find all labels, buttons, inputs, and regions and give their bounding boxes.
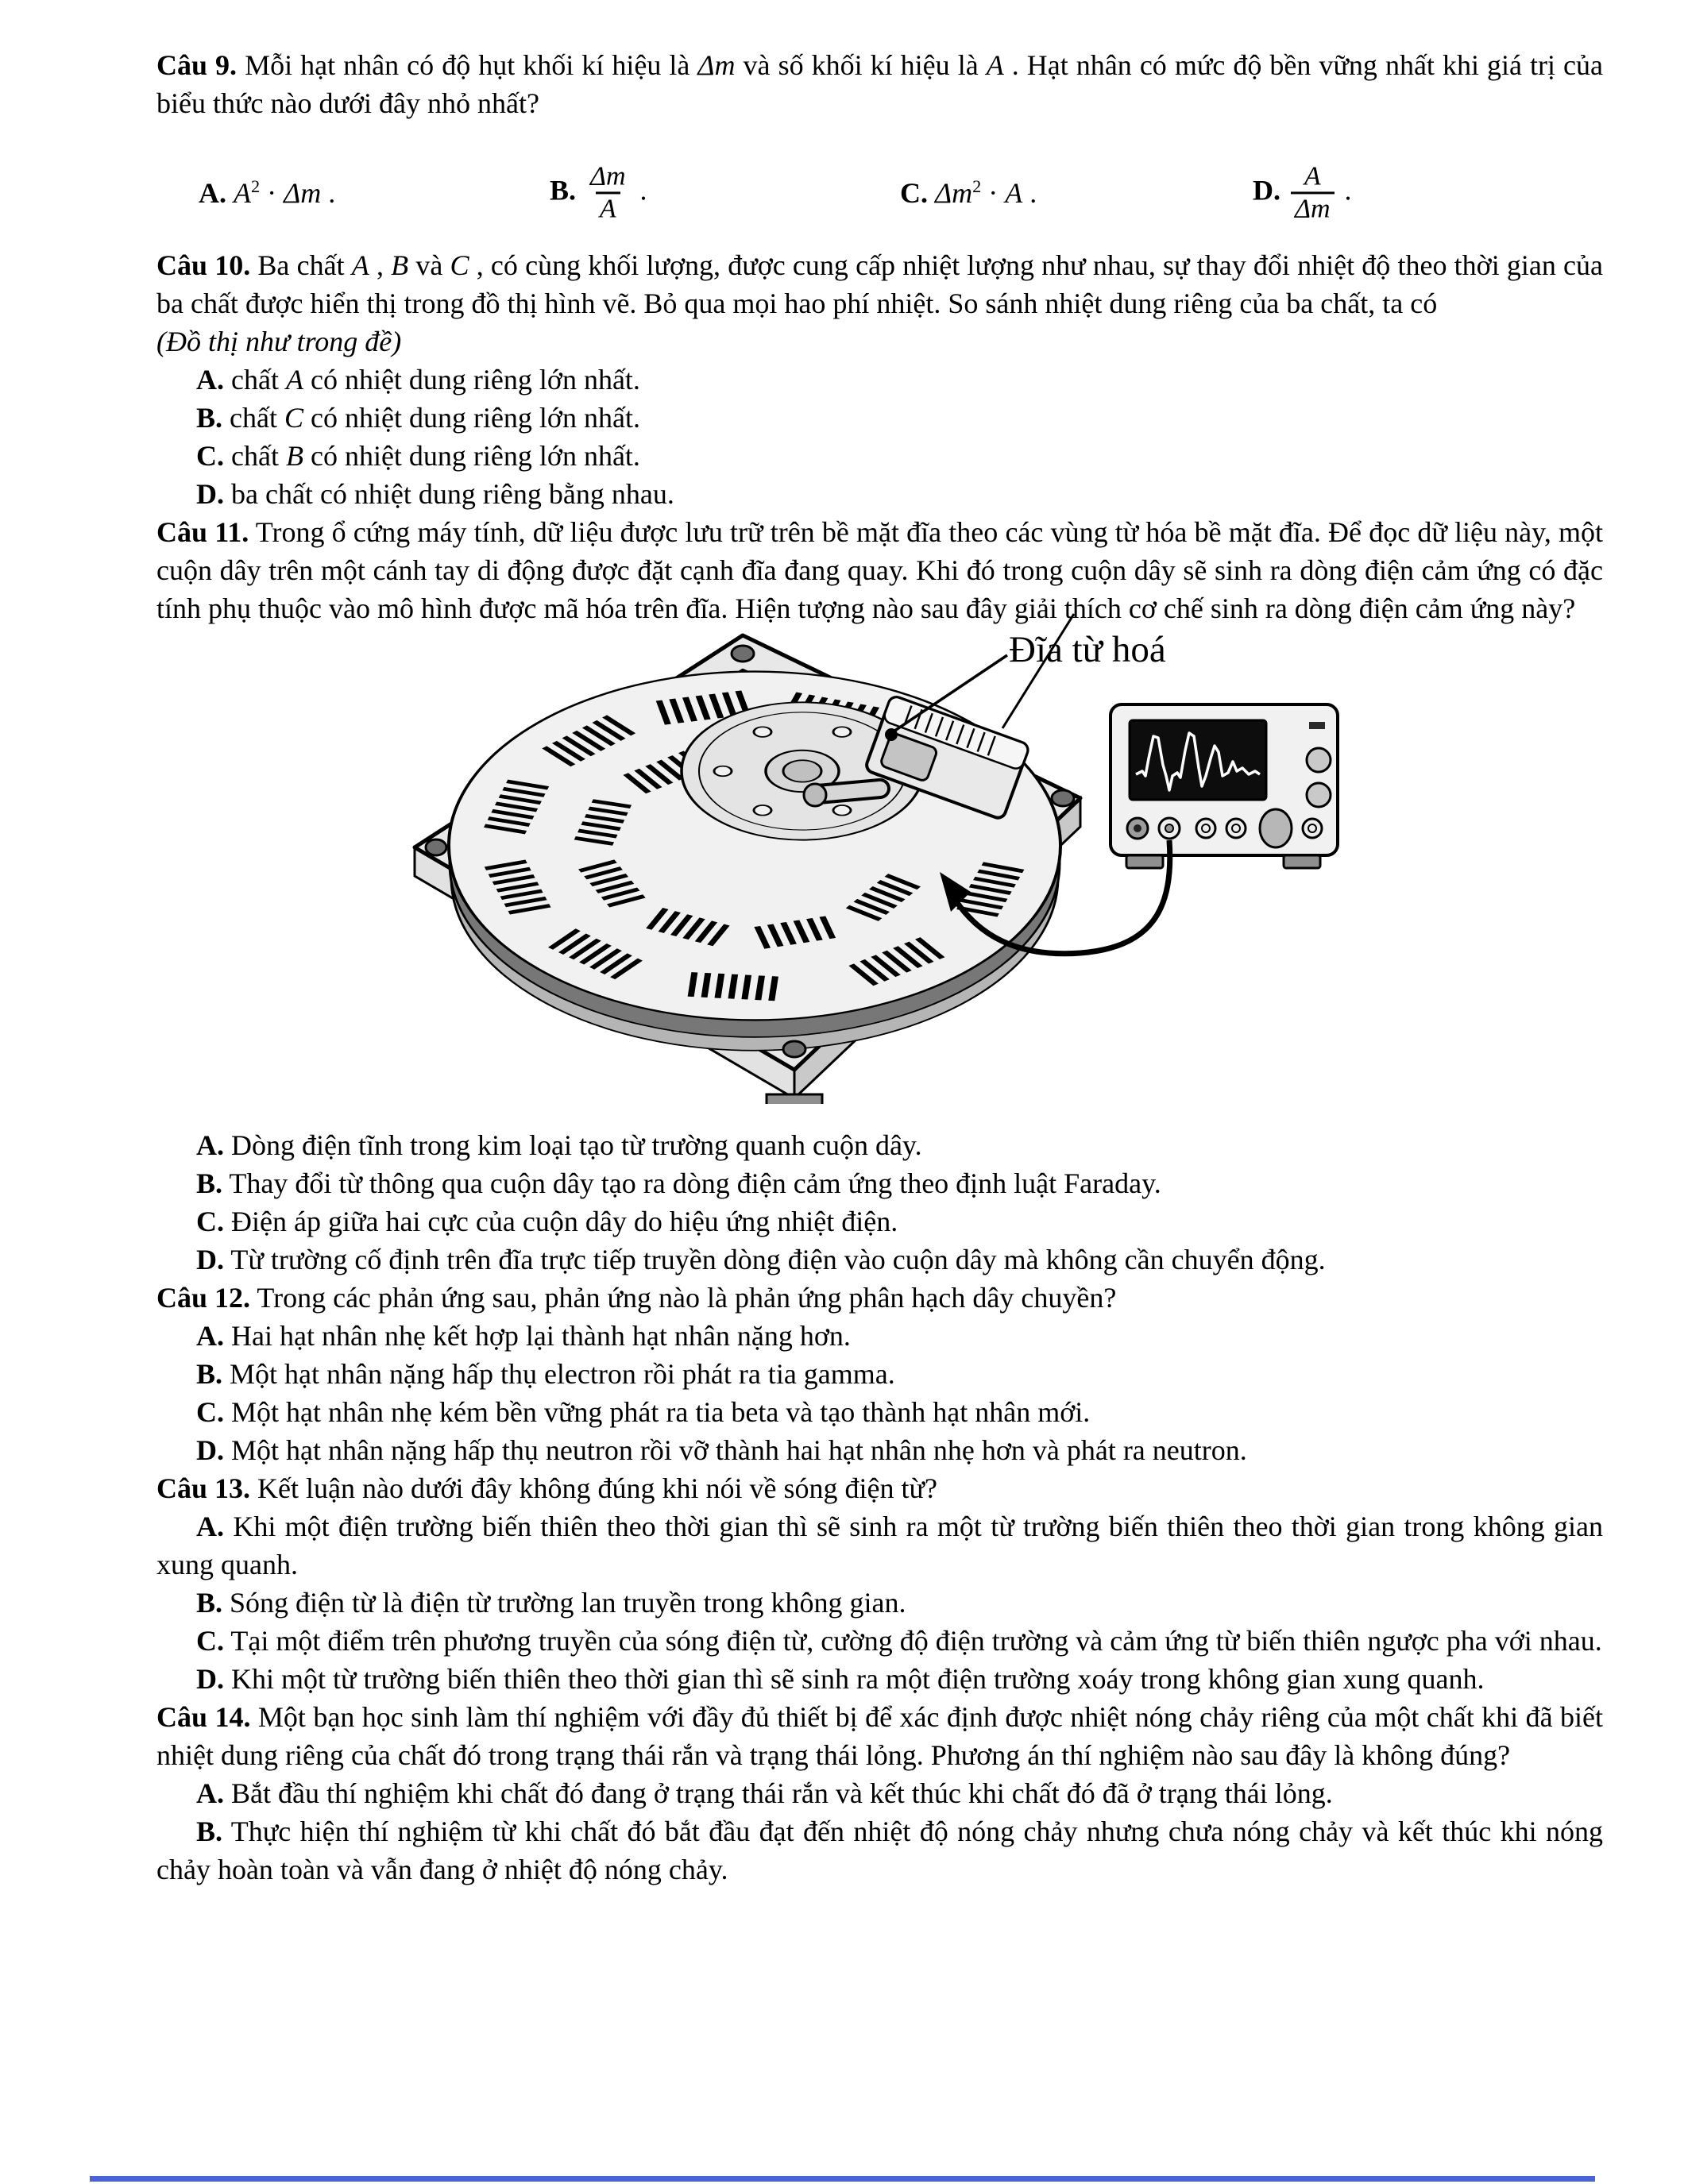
question-13-option-d xyxy=(156,1660,1603,1698)
input-connector[interactable] xyxy=(1196,819,1215,838)
option-letter: D. xyxy=(196,1663,224,1695)
text-segment: 2 xyxy=(251,176,261,196)
option-letter: A. xyxy=(196,1320,224,1352)
question-10-option-d xyxy=(156,475,1603,513)
option-tail: . xyxy=(1337,174,1352,206)
option-letter: D. xyxy=(196,1434,224,1466)
hdd-illustration xyxy=(222,612,1350,1104)
question-9-option-a xyxy=(199,174,335,212)
text-segment: và số khối kí hiệu là xyxy=(735,49,987,81)
question-11-text xyxy=(156,513,1603,627)
text-segment: . xyxy=(321,177,336,209)
option-text xyxy=(231,1396,1090,1428)
text-segment: ba chất có nhiệt dung riêng bằng nhau. xyxy=(231,478,674,510)
option-letter: C. xyxy=(196,1206,224,1237)
question-9-option-d xyxy=(1253,161,1352,224)
option-text xyxy=(231,440,640,472)
text-segment: Bắt đầu thí nghiệm khi chất đó đang ở trạng thái rắn và kết thúc khi chất đó đã ở trạng thái lỏng. xyxy=(231,1777,1333,1809)
question-10-body xyxy=(156,249,1603,319)
option-text xyxy=(156,1511,1603,1580)
text-segment: Từ trường cố định trên đĩa trực tiếp truyền dòng điện vào cuộn dây mà không cần chuyển động. xyxy=(230,1244,1326,1275)
text-segment: Kết luận nào dưới đây không đúng khi nói về sóng điện từ? xyxy=(257,1472,937,1504)
text-segment: Mỗi hạt nhân có độ hụt khối kí hiệu là xyxy=(245,49,698,81)
option-text xyxy=(231,1434,1247,1466)
text-segment: Dòng điện tĩnh trong kim loại tạo từ trường quanh cuộn dây. xyxy=(231,1129,922,1161)
question-11-body xyxy=(156,516,1603,624)
option-a-formula xyxy=(234,177,335,209)
text-segment: Điện áp giữa hai cực của cuộn dây do hiệu ứng nhiệt điện. xyxy=(231,1206,898,1237)
question-13-option-c xyxy=(156,1622,1603,1660)
option-letter: C. xyxy=(196,1396,224,1428)
text-segment: Một hạt nhân nặng hấp thụ neutron rồi vỡ thành hai hạt nhân nhẹ hơn và phát ra neutron. xyxy=(231,1434,1247,1466)
question-14-body xyxy=(156,1701,1603,1771)
question-10-number: Câu 10. xyxy=(156,249,251,281)
question-12-option-a xyxy=(156,1317,1603,1355)
question-11-option-a xyxy=(156,1126,1603,1164)
question-11-option-b xyxy=(156,1164,1603,1202)
text-segment: A xyxy=(285,364,303,396)
text-segment: B xyxy=(391,249,409,281)
text-segment: có nhiệt dung riêng lớn nhất. xyxy=(303,364,640,396)
screw xyxy=(783,1041,805,1057)
text-segment: Hai hạt nhân nhẹ kết hợp lại thành hạt nhân nặng hơn. xyxy=(231,1320,851,1352)
option-d-fraction xyxy=(1291,161,1335,224)
input-connector-pin xyxy=(1165,824,1173,832)
hdd-figure xyxy=(156,627,1603,1126)
option-letter: A. xyxy=(199,177,226,209)
figure-label: Đĩa từ hoá xyxy=(1009,629,1166,670)
oscilloscope xyxy=(1111,704,1338,868)
question-9-text xyxy=(156,46,1603,122)
question-10-option-a xyxy=(156,361,1603,399)
text-segment: C xyxy=(284,402,303,434)
option-text xyxy=(230,1587,906,1619)
option-b-fraction xyxy=(586,161,630,224)
option-letter: A. xyxy=(196,364,224,396)
question-13-number: Câu 13. xyxy=(156,1472,251,1504)
option-c-formula xyxy=(935,177,1037,209)
question-13-option-a xyxy=(156,1507,1603,1584)
power-indicator xyxy=(1309,722,1325,729)
text-segment: B xyxy=(285,440,303,472)
text-segment: Thay đổi từ thông qua cuộn dây tạo ra dòng điện cảm ứng theo định luật Faraday. xyxy=(229,1167,1161,1199)
text-segment: Δm xyxy=(284,177,322,209)
text-segment: và xyxy=(408,249,450,281)
option-text xyxy=(229,1167,1161,1199)
text-segment: chất xyxy=(231,364,286,396)
option-letter: B. xyxy=(196,402,223,434)
option-letter: D. xyxy=(196,478,224,510)
text-segment: Trong các phản ứng sau, phản ứng nào là phản ứng phân hạch dây chuyền? xyxy=(257,1282,1117,1314)
hdd-foot xyxy=(767,1094,822,1104)
text-segment: có nhiệt dung riêng lớn nhất. xyxy=(303,440,640,472)
option-text xyxy=(230,1244,1325,1275)
question-9-option-c xyxy=(900,174,1037,212)
option-text xyxy=(231,1777,1333,1809)
text-segment: 2 xyxy=(972,176,982,196)
question-11-option-d xyxy=(156,1241,1603,1279)
question-14-option-a xyxy=(156,1774,1603,1812)
text-segment: · xyxy=(260,177,284,209)
knob[interactable] xyxy=(1307,783,1331,807)
option-letter: C. xyxy=(900,177,928,209)
exam-content xyxy=(156,46,1603,1889)
question-10-option-b xyxy=(156,399,1603,437)
text-segment: Tại một điểm trên phương truyền của sóng điện từ, cường độ điện trường và cảm ứng từ biến thiên ngược pha với nhau. xyxy=(230,1625,1602,1657)
text-segment: , có cùng khối lượng, được cung cấp nhiệt lượng như nhau, sự thay đổi nhiệt độ theo thời gian của ba chất được hiển thị trong đồ thị hình vẽ. Bỏ qua mọi hao phí nhiệt. So sánh nhiệt dung riêng của ba chất, ta có xyxy=(156,249,1604,319)
fraction-numerator: A xyxy=(1304,161,1321,191)
text-segment: Khi một từ trường biến thiên theo thời gian thì sẽ sinh ra một điện trường xoáy trong không gian xung quanh. xyxy=(231,1663,1485,1695)
fraction-numerator: Δm xyxy=(590,161,626,191)
text-segment: chất xyxy=(230,402,284,434)
text-segment: A xyxy=(986,49,1004,81)
question-9-number: Câu 9. xyxy=(156,49,238,81)
option-text xyxy=(230,1358,895,1390)
question-14-text xyxy=(156,1698,1603,1774)
page-bottom-bar xyxy=(90,2176,1595,2182)
option-text xyxy=(231,478,674,510)
label-leader-dot xyxy=(885,728,898,741)
question-12-option-d xyxy=(156,1431,1603,1469)
knob[interactable] xyxy=(1307,748,1331,772)
screw xyxy=(732,646,754,662)
text-segment: · xyxy=(981,177,1006,209)
question-10-text xyxy=(156,246,1603,322)
text-segment: . xyxy=(1022,177,1037,209)
question-9-body xyxy=(156,49,1603,119)
option-letter: D. xyxy=(1253,174,1280,206)
question-12-body xyxy=(257,1282,1116,1314)
question-13-option-b xyxy=(156,1584,1603,1622)
question-11-option-c xyxy=(156,1202,1603,1241)
question-12-option-b xyxy=(156,1355,1603,1393)
fraction-denominator: A xyxy=(596,192,620,225)
option-tail: . xyxy=(632,174,647,206)
text-segment: có nhiệt dung riêng lớn nhất. xyxy=(303,402,640,434)
option-letter: A. xyxy=(196,1129,224,1161)
question-10-note: (Đồ thị như trong đề) xyxy=(156,326,402,357)
question-13-body xyxy=(257,1472,937,1504)
text-segment: C xyxy=(450,249,469,281)
question-12-text xyxy=(156,1279,1603,1317)
option-letter: A. xyxy=(196,1777,224,1809)
question-14-number: Câu 14. xyxy=(156,1701,251,1733)
option-letter: B. xyxy=(550,174,577,206)
question-13-text xyxy=(156,1469,1603,1507)
text-segment: Trong ổ cứng máy tính, dữ liệu được lưu trữ trên bề mặt đĩa theo các vùng từ hóa bề mặt đĩa. Để đọc dữ liệu này, một cuộn dây trên một cánh tay di động được đặt cạnh đĩa đang quay. Khi đó trong cuộn dây sẽ sinh ra dòng điện cảm ứng có đặc tính phụ thuộc vào mô hình được mã hóa trên đĩa. Hiện tượng nào sau đây giải thích cơ chế sinh ra dòng điện cảm ứng này? xyxy=(156,516,1603,624)
question-12-option-c xyxy=(156,1393,1603,1431)
text-segment: , xyxy=(369,249,392,281)
screw xyxy=(426,839,446,855)
text-segment: A xyxy=(1005,177,1023,209)
question-14-option-b xyxy=(156,1812,1603,1889)
option-letter: B. xyxy=(196,1358,223,1390)
input-connector[interactable] xyxy=(1226,819,1246,838)
option-text xyxy=(230,1625,1601,1657)
input-connector[interactable] xyxy=(1303,819,1322,838)
text-segment: chất xyxy=(231,440,286,472)
text-segment: Δm xyxy=(935,177,973,209)
option-letter: B. xyxy=(196,1587,223,1619)
question-11-number: Câu 11. xyxy=(156,516,249,548)
text-segment: Δm xyxy=(697,49,736,81)
question-9-options xyxy=(156,146,1603,240)
text-segment: Khi một điện trường biến thiên theo thời gian thì sẽ sinh ra một từ trường biến thiên theo thời gian trong không gian xung quanh. xyxy=(156,1511,1604,1580)
option-text xyxy=(230,402,640,434)
question-10-option-c xyxy=(156,437,1603,475)
option-letter: C. xyxy=(196,440,224,472)
text-segment: Sóng điện từ là điện từ trường lan truyền trong không gian. xyxy=(230,1587,906,1619)
question-12-number: Câu 12. xyxy=(156,1282,251,1314)
option-letter: D. xyxy=(196,1244,224,1275)
option-text xyxy=(231,1320,851,1352)
option-letter: C. xyxy=(196,1625,224,1657)
text-segment: Ba chất xyxy=(257,249,352,281)
option-text xyxy=(231,364,640,396)
text-segment: . Hạt nhân có mức độ bền vững nhất khi giá trị của biểu thức nào dưới đây nhỏ nhất? xyxy=(156,49,1603,119)
option-text xyxy=(231,1206,898,1237)
oscilloscope-foot xyxy=(1284,855,1320,868)
option-letter: B. xyxy=(196,1815,223,1847)
question-9-option-b xyxy=(550,161,647,224)
main-knob[interactable] xyxy=(1260,809,1292,847)
oscilloscope-foot xyxy=(1126,855,1163,868)
screw xyxy=(1052,790,1074,806)
option-text xyxy=(231,1129,922,1161)
text-segment: A xyxy=(234,177,251,209)
text-segment: Một bạn học sinh làm thí nghiệm với đầy đủ thiết bị để xác định được nhiệt nóng chảy riêng của một chất khi đã biết nhiệt dung riêng của chất đó trong trạng thái rắn và trạng thái lỏng. Phương án thí nghiệm nào sau đây là không đúng? xyxy=(156,1701,1603,1771)
option-letter: A. xyxy=(196,1511,224,1542)
option-letter: B. xyxy=(196,1167,223,1199)
text-segment: Một hạt nhân nhẹ kém bền vững phát ra tia beta và tạo thành hạt nhân mới. xyxy=(231,1396,1091,1428)
fraction-denominator: Δm xyxy=(1291,192,1335,225)
text-segment: Một hạt nhân nặng hấp thụ electron rồi phát ra tia gamma. xyxy=(230,1358,895,1390)
option-text xyxy=(231,1663,1484,1695)
option-text xyxy=(156,1815,1603,1885)
text-segment: A xyxy=(351,249,369,281)
input-connector-pin xyxy=(1134,824,1141,832)
text-segment: Thực hiện thí nghiệm từ khi chất đó bắt đầu đạt đến nhiệt độ nóng chảy nhưng chưa nóng chảy và kết thúc khi nóng chảy hoàn toàn và vẫn đang ở nhiệt độ nóng chảy. xyxy=(156,1815,1603,1885)
